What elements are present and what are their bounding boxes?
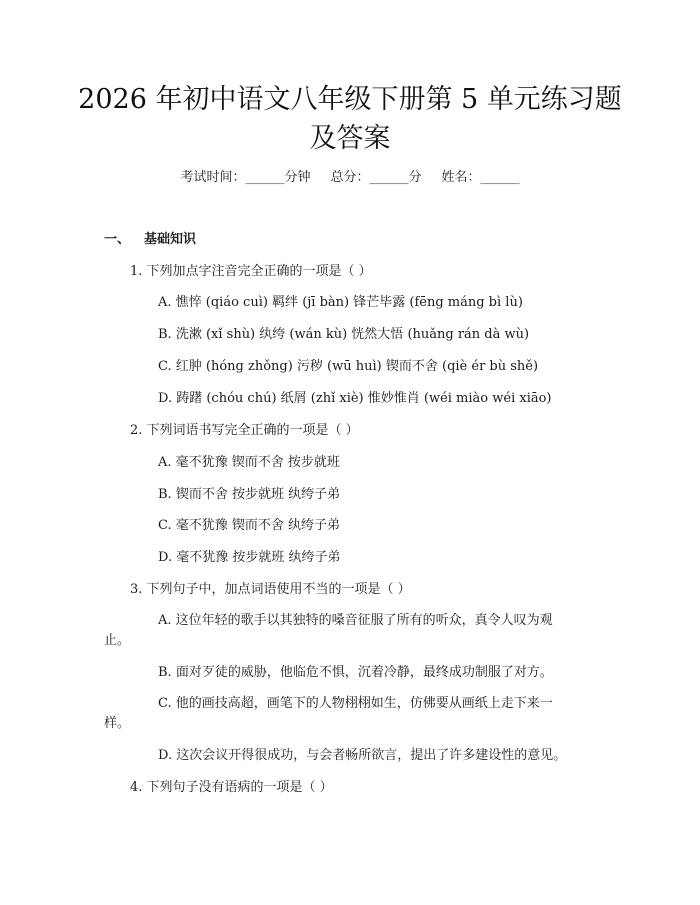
document-title-line-2: 及答案 xyxy=(309,123,391,154)
question-option: A. 憔悴 (qiáo cuì) 羁绊 (jī bàn) 锋芒毕露 (fēng máng bì lù) xyxy=(158,295,523,310)
question-stem: 1. 下列加点字注音完全正确的一项是（ ） xyxy=(130,264,372,279)
question-option: C. 他的画技高超，画笔下的人物栩栩如生，仿佛要从画纸上走下来一样。 xyxy=(104,696,553,731)
question-option: D. 这次会议开得很成功，与会者畅所欲言，提出了许多建设性的意见。 xyxy=(158,748,567,763)
document-title-line-1: 2026 年初中语文八年级下册第 5 单元练习题 xyxy=(78,84,622,115)
question-stem: 3. 下列句子中，加点词语使用不当的一项是（ ） xyxy=(130,582,411,597)
question-option: D. 踌躇 (chóu chú) 纸屑 (zhǐ xiè) 惟妙惟肖 (wéi miào wéi xiāo) xyxy=(158,391,552,406)
exam-student-name: 姓名：______ xyxy=(441,170,520,185)
question-option: B. 面对歹徒的威胁，他临危不惧，沉着冷静，最终成功制服了对方。 xyxy=(158,665,553,680)
question-option: B. 洗漱 (xǐ shù) 纨绔 (wán kù) 恍然大悟 (huǎng rán dà wù) xyxy=(158,327,530,342)
question-option: D. 毫不犹豫 按步就班 纨绔子弟 xyxy=(158,550,341,565)
question-option: A. 这位年轻的歌手以其独特的嗓音征服了所有的听众，真令人叹为观止。 xyxy=(104,613,553,648)
section-label: 基础知识 xyxy=(144,232,197,247)
section-heading xyxy=(104,230,196,250)
exam-time: 考试时间：______分钟 xyxy=(180,170,311,185)
section-number: 一、 xyxy=(104,232,131,247)
question-stem: 2. 下列词语书写完全正确的一项是（ ） xyxy=(130,423,359,438)
question-option: C. 红肿 (hóng zhǒng) 污秽 (wū huì) 锲而不舍 (qiè ér bù shě) xyxy=(158,359,539,374)
question-option: A. 毫不犹豫 锲而不舍 按步就班 xyxy=(158,455,340,470)
exam-info xyxy=(0,168,700,188)
exam-total-score: 总分：______分 xyxy=(330,170,422,185)
question-option: C. 毫不犹豫 锲而不舍 纨绔子弟 xyxy=(158,518,341,533)
question-option: B. 锲而不舍 按步就班 纨绔子弟 xyxy=(158,487,341,502)
question-stem: 4. 下列句子没有语病的一项是（ ） xyxy=(130,780,333,795)
